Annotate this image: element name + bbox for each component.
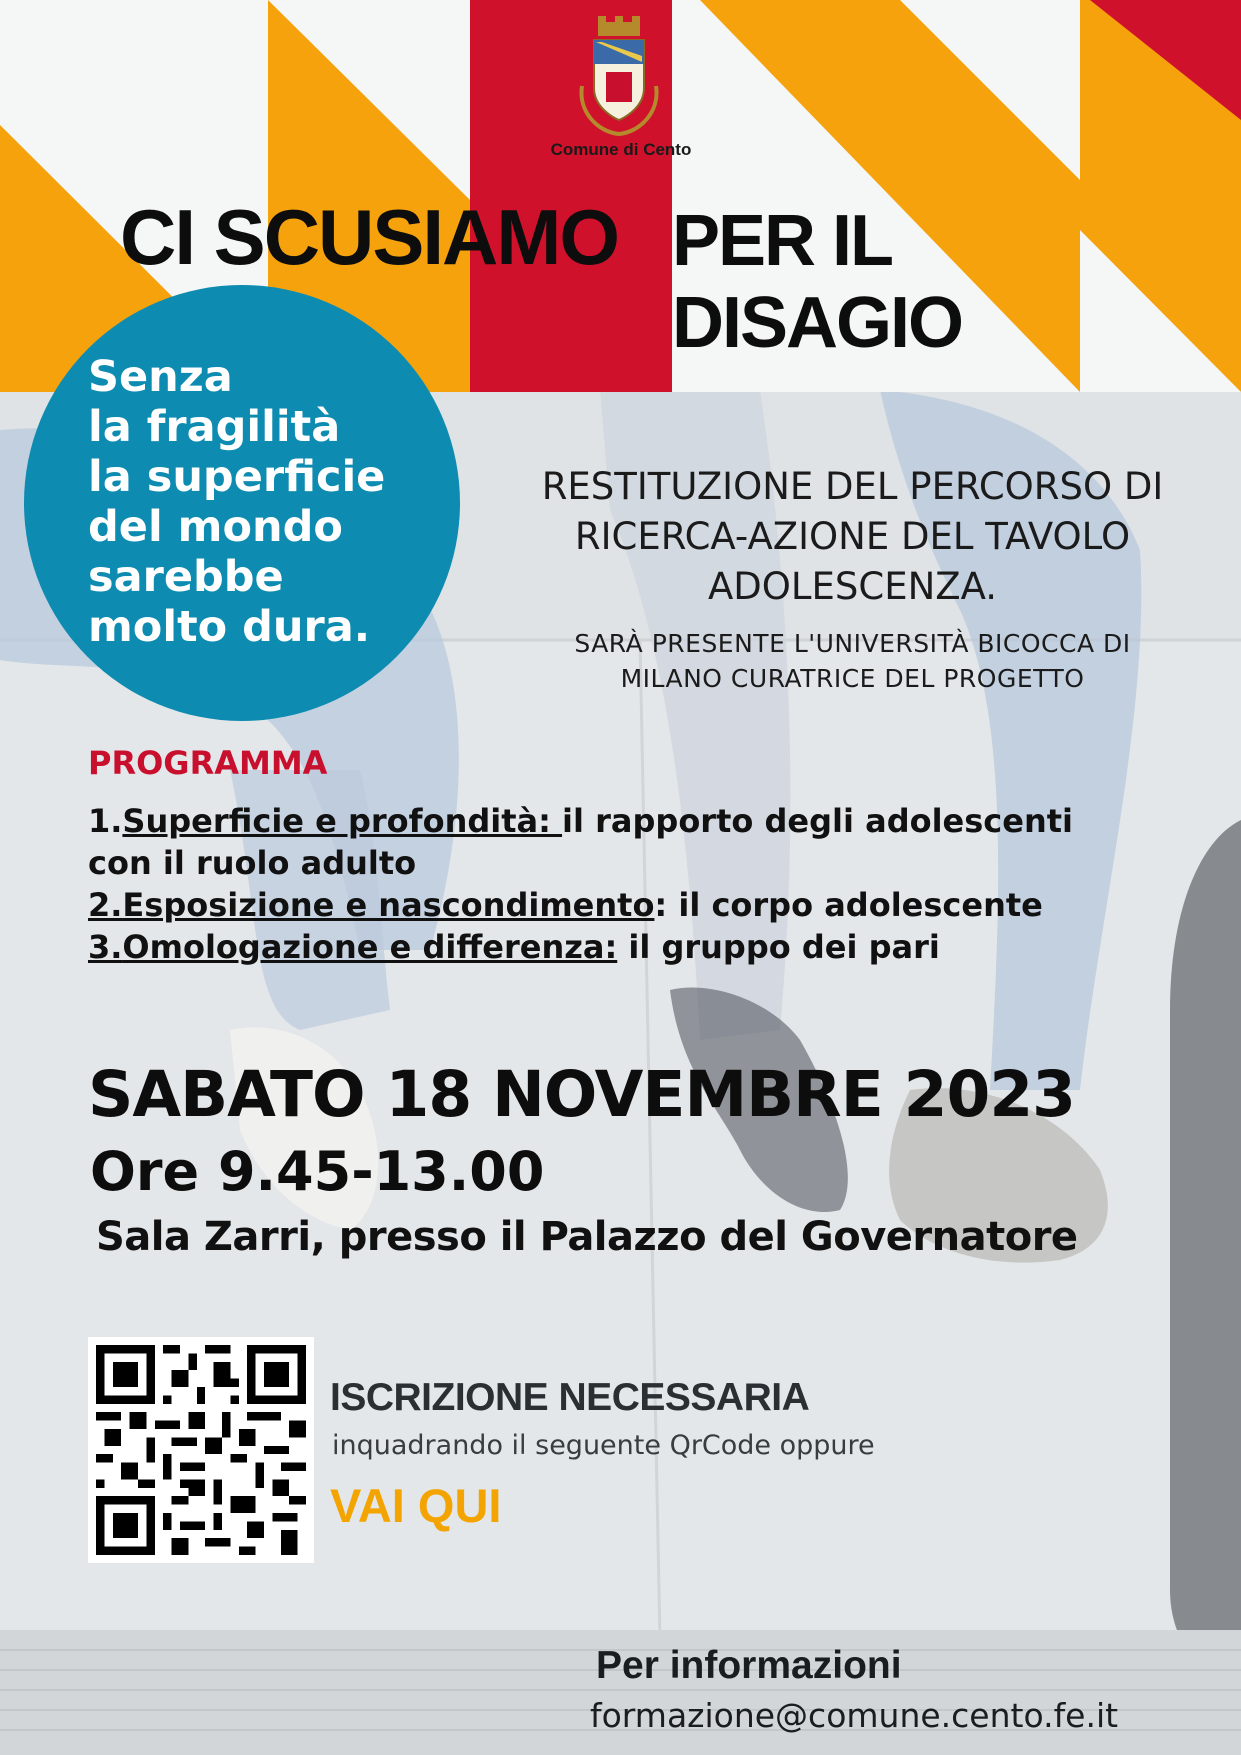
headline-line-2: PER IL bbox=[672, 201, 893, 281]
info-title: Per informazioni bbox=[596, 1644, 902, 1687]
description-subtitle bbox=[480, 626, 1225, 696]
program-item bbox=[88, 926, 1128, 968]
quote-line: la fragilità bbox=[88, 402, 341, 452]
program-item-number: 2. bbox=[88, 886, 123, 924]
program-item-topic-text: Esposizione e nascondimento bbox=[122, 886, 655, 924]
registration-title: ISCRIZIONE NECESSARIA bbox=[330, 1376, 810, 1419]
program-item-topic bbox=[88, 886, 654, 924]
program-item bbox=[88, 884, 1128, 926]
program-item-number: 1. bbox=[88, 802, 123, 840]
quote-line: la superficie bbox=[88, 452, 386, 502]
event-venue: Sala Zarri, presso il Palazzo del Governatore bbox=[96, 1214, 1078, 1260]
quote-text bbox=[88, 352, 438, 652]
organization-name: Comune di Cento bbox=[550, 140, 692, 159]
program-item-number: 3. bbox=[88, 928, 123, 966]
quote-line: del mondo bbox=[88, 502, 343, 552]
registration-link[interactable]: VAI QUI bbox=[330, 1479, 502, 1532]
description-line: RICERCA-AZIONE DEL TAVOLO bbox=[574, 515, 1131, 558]
program-item-description: il gruppo dei pari bbox=[617, 928, 940, 966]
program-item bbox=[88, 800, 1128, 842]
program-item-description: : il corpo adolescente bbox=[654, 886, 1043, 924]
description-line: RESTITUZIONE DEL PERCORSO DI bbox=[541, 465, 1164, 508]
quote-line: sarebbe bbox=[88, 552, 284, 602]
info-email-link[interactable]: formazione@comune.cento.fe.it bbox=[590, 1696, 1119, 1735]
headline-line-1: CI SCUSIAMO bbox=[120, 193, 619, 281]
qr-code-icon bbox=[96, 1345, 306, 1555]
description-title bbox=[480, 462, 1225, 612]
program-item-continuation: con il ruolo adulto bbox=[88, 844, 417, 882]
subtitle-line: MILANO CURATRICE DEL PROGETTO bbox=[620, 664, 1085, 693]
program-item-topic bbox=[88, 928, 617, 966]
comune-crest-icon bbox=[576, 16, 662, 136]
description-line: ADOLESCENZA. bbox=[707, 565, 998, 608]
program-list bbox=[88, 800, 1128, 968]
quote-line: Senza bbox=[88, 352, 233, 402]
quote-line: molto dura. bbox=[88, 602, 371, 652]
event-date: SABATO 18 NOVEMBRE 2023 bbox=[88, 1058, 1075, 1131]
event-description bbox=[480, 462, 1225, 696]
program-item-description: il rapporto degli adolescenti bbox=[562, 802, 1074, 840]
program-title: PROGRAMMA bbox=[88, 744, 328, 782]
registration-instructions: inquadrando il seguente QrCode oppure bbox=[332, 1430, 875, 1461]
program-item-topic: Superficie e profondità: bbox=[122, 802, 563, 840]
program-item-topic-text: Omologazione e differenza: bbox=[122, 928, 618, 966]
registration-qr-code[interactable] bbox=[88, 1337, 314, 1563]
headline-line-3: DISAGIO bbox=[672, 283, 963, 363]
event-time: Ore 9.45-13.00 bbox=[90, 1140, 545, 1203]
subtitle-line: SARÀ PRESENTE L'UNIVERSITÀ BICOCCA DI bbox=[574, 629, 1131, 658]
